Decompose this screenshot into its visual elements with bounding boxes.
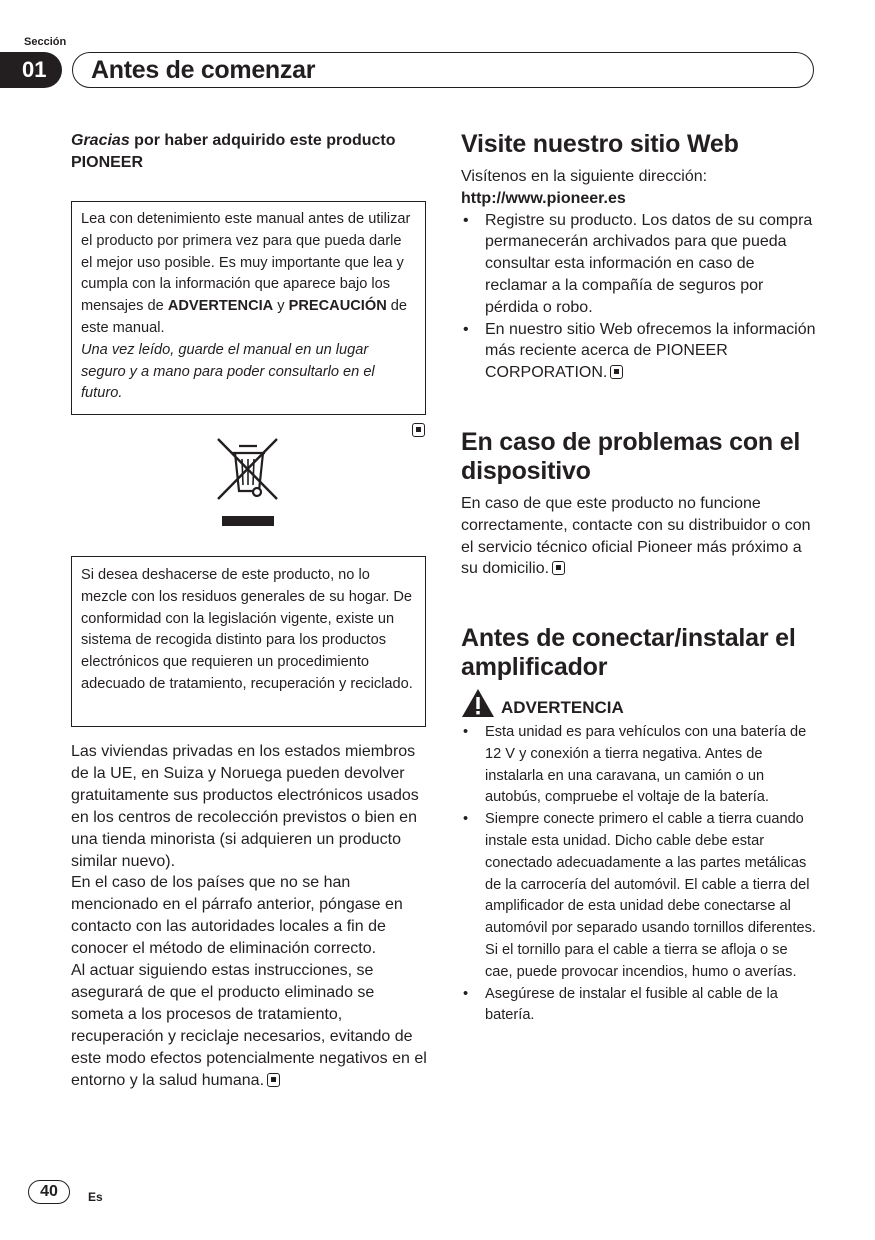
amplifier-heading: Antes de conectar/instalar el amplificador xyxy=(461,624,796,681)
web-bullets xyxy=(461,210,817,384)
intro-rest: por haber adquirido este producto xyxy=(129,132,396,149)
page-number: 40 xyxy=(28,1180,70,1204)
disposal-paragraph-3-text: Al actuar siguiendo estas instrucciones, se asegurará de que el producto eliminado se someta a los procesos de tratamiento, recuperación y reciclaje necesarios, evitando de este modo efectos potencialmente negativos en el entorno y la salud humana. xyxy=(71,962,427,1089)
list-item: • Asegúrese de instalar el fusible al cable de la batería. xyxy=(461,984,817,1028)
disposal-paragraph-3 xyxy=(71,960,427,1091)
problems-text xyxy=(461,493,817,580)
disposal-paragraph-1: Las viviendas privadas en los estados miembros de la UE, en Suiza y Noruega pueden devolver gratuitamente sus productos electrónicos usados en los centros de recolección previstos o bien en una tienda minorista (si adquieren un producto similar nuevo). xyxy=(71,743,419,870)
warning-label: ADVERTENCIA xyxy=(501,698,624,717)
box1-advertencia: ADVERTENCIA xyxy=(167,298,274,315)
section-title-box xyxy=(72,52,814,88)
list-item xyxy=(461,319,817,384)
list-item-text: En nuestro sitio Web ofrecemos la información más reciente acerca de PIONEER CORPORATION. xyxy=(485,320,816,382)
section-number: 01 xyxy=(0,52,62,88)
box1-y: y xyxy=(273,298,289,315)
language-code: Es xyxy=(88,1190,103,1204)
end-mark-icon xyxy=(267,1073,280,1087)
warning-bullets xyxy=(461,722,817,1027)
box1-italic-note: Una vez leído, guarde el manual en un lugar seguro y a mano para poder consultarlo en el futuro. xyxy=(81,341,375,402)
end-mark-icon xyxy=(412,423,425,437)
box1-text-1: Lea con detenimiento este manual antes de utilizar el producto por primera vez para que pueda darle el mejor uso posible. Es muy importante que lea y cumpla con la información que aparece bajo los mensajes de xyxy=(81,211,411,315)
read-manual-notice-box xyxy=(71,201,426,415)
disposal-body-text xyxy=(71,741,427,1092)
web-url: http://www.pioneer.es xyxy=(461,189,626,207)
end-mark-icon xyxy=(552,561,565,575)
disposal-notice-box: Si desea deshacerse de este producto, no lo mezcle con los residuos generales de su hogar. De conformidad con la legislación vigente, existe un sistema de recogida distinto para los productos electrónicos que requieren un procedimiento adecuado de tratamiento, recuperación y reciclado. xyxy=(71,556,426,727)
warning-list-section xyxy=(461,722,817,1027)
list-item: • Esta unidad es para vehículos con una batería de 12 V y conexión a tierra negativa. Antes de instalarla en una caravana, un camión o un autobús, compruebe el voltaje de la batería. xyxy=(461,722,817,809)
box1-precaucion: PRECAUCIÓN xyxy=(288,298,387,315)
web-intro: Visítenos en la siguiente dirección: xyxy=(461,168,708,185)
web-section xyxy=(461,166,817,384)
box1-text-2: de este manual. xyxy=(81,298,408,336)
problems-heading: En caso de problemas con el dispositivo xyxy=(461,428,801,485)
list-item: • Registre su producto. Los datos de su compra permanecerán archivados para que pueda consultar esta información en caso de reclamar a la compañía de seguros por pérdida o robo. xyxy=(461,210,817,319)
list-item: • Siempre conecte primero el cable a tierra cuando instale esta unidad. Dicho cable debe estar conectado adecuadamente a las partes metálicas de la carrocería del automóvil. El cable a tierra del amplificador de esta unidad debe conectarse al automóvil por separado usando tornillos diferentes. Si el tornillo para el cable a tierra se afloja o se cae, puede provocar incendios, humo o averías. xyxy=(461,809,817,983)
intro-brand: PIONEER xyxy=(71,154,144,171)
crossed-out-wheelie-bin-icon xyxy=(215,433,281,529)
problems-text-body: En caso de que este producto no funcione correctamente, contacte con su distribuidor o con el servicio técnico oficial Pioneer más próximo a su domicilio. xyxy=(461,495,811,578)
warning-header xyxy=(461,688,624,718)
warning-triangle-icon xyxy=(461,688,495,718)
end-mark-icon xyxy=(610,365,623,379)
web-heading: Visite nuestro sitio Web xyxy=(461,130,739,158)
intro-heading xyxy=(71,130,431,174)
intro-italic: Gracias xyxy=(71,132,130,149)
section-label: Sección xyxy=(24,36,67,48)
disposal-paragraph-2: En el caso de los países que no se han mencionado en el párrafo anterior, póngase en contacto con las autoridades locales a fin de conocer el método de eliminación correcto. xyxy=(71,874,403,958)
page-title: Antes de comenzar xyxy=(91,55,316,84)
